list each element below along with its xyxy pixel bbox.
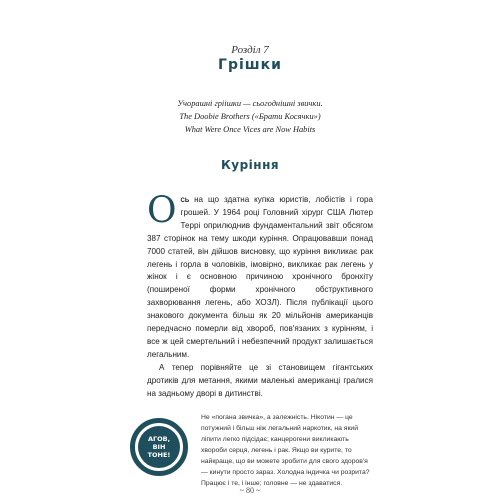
callout-badge-inner [138,426,180,468]
body-text [147,190,373,401]
chapter-title: Грішки [218,57,282,73]
epigraph [150,97,350,136]
badge-line-2: ВІН [152,443,166,451]
lead-word: сь [180,195,190,204]
epigraph-song: What Were Once Vices are Now Habits [184,125,316,134]
section-title: Куріння [220,158,280,172]
epigraph-source: The Doobie Brothers («Брати Косячки») [179,112,321,121]
badge-line-3: ТОНЕ! [147,451,171,459]
paragraph-1 [147,190,373,362]
sidebar-note: Не «погана звичка», а залежність. Нікотин — це потужний і більш ніж легальний наркотик, на який ліпити легко підсідає; канцерогени викликають хвороби серця, легень і рак. Якщо ви курите, то найкраще, що ви можете зробити для свого здоров'я — кинути просто зараз. Холодна індичка чи розрита? Працює і те, і інше; головне — не здаватися. [201,414,370,487]
drop-cap: О [147,190,177,231]
paragraph-1-text: на що здатна купка юристів, лобістів і гора грошей. У 1964 році Головний хірург США Лютер Террі оприлюднив фундаментальний звіт обсягом 387 сторінок на тему шкоди куріння. Опрацювавши понад 7000 статей, він дійшов висновку, що куріння викликає рак легень і горла в чоловіків, імовірно, викликає рак легень у жінок і є основною причиною хронічного бронхіту (поширеної форми хронічного обструктивного захворювання легень, або ХОЗЛ). Після публікації цього знакового документа більш як 20 мільйонів американців передчасно померли від хвороб, пов'язаних з курінням, і все ж цей смертельний і небезпечний продукт залишається легальним. [147,195,373,359]
callout-badge [130,418,188,476]
badge-line-1: АГОВ, [147,435,171,443]
epigraph-quote: Учорашні гріішки — сьогоднішні звички. [177,99,323,108]
paragraph-2: А тепер порівняйте це зі становищем гігантських дротиків для метання, якими маленькі американці гралися на задньому дворі в дитинстві. [147,362,373,398]
page-number: ~ 80 ~ [239,486,261,495]
chapter-label: Розділ 7 [231,44,269,56]
